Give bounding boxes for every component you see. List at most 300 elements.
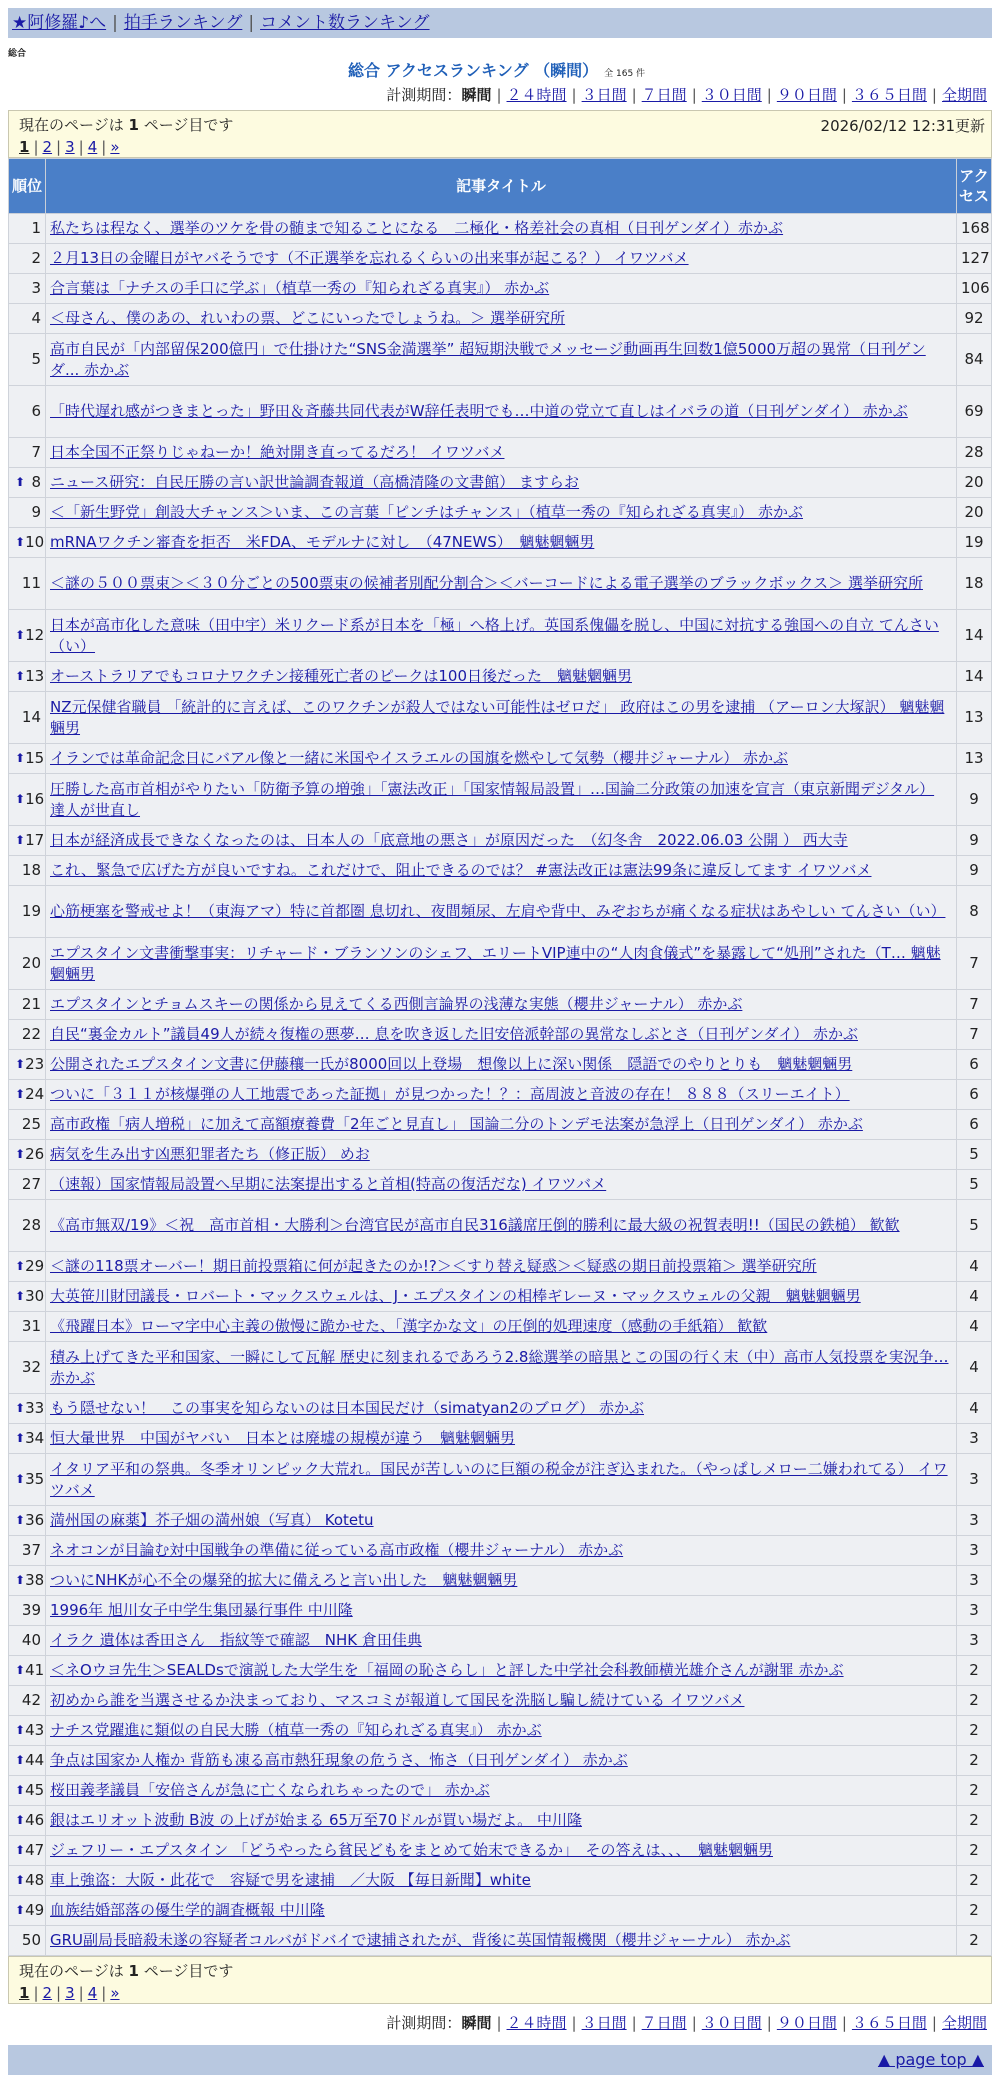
period-link[interactable]: ７日間 <box>641 2014 687 2032</box>
article-title-link[interactable]: イランでは革命記念日にバアル像と一緒に米国やイスラエルの国旗を燃やして気勢（櫻井ジャーナル） 赤かぶ <box>50 749 788 767</box>
table-row <box>9 498 992 528</box>
rank-cell <box>9 1312 46 1342</box>
rank-cell <box>9 1170 46 1200</box>
article-title-link[interactable]: ２月13日の金曜日がヤバそうです（不正選挙を忘れるくらいの出来事が起こる？） イワツバメ <box>50 249 689 267</box>
table-row <box>9 1252 992 1282</box>
pager-bottom <box>8 1956 992 2004</box>
rank-up-arrow-icon: ⬆ <box>15 1573 26 1587</box>
access-count: 6 <box>957 1050 992 1080</box>
rank-cell <box>9 528 46 558</box>
access-count: 4 <box>957 1252 992 1282</box>
home-link[interactable]: ★阿修羅♪へ <box>12 13 107 33</box>
period-separator: | <box>631 86 637 104</box>
article-title-link[interactable]: 圧勝した高市首相がやりたい「防衛予算の増強」「憲法改正」「国家情報局設置」…国論二分政策の加速を宣言（東京新聞デジタル） 達人が世直し <box>50 779 935 819</box>
title-cell <box>46 662 957 692</box>
article-title-link[interactable]: 私たちは程なく、選挙のツケを骨の髄まで知ることになる 二極化・格差社会の真相（日刊ゲンダイ）赤かぶ <box>50 219 784 237</box>
rank-number: 2 <box>31 249 41 267</box>
table-row <box>9 468 992 498</box>
ranking-title-row <box>0 58 993 81</box>
article-title-link[interactable]: 日本が経済成長できなくなったのは、日本人の「底意地の悪さ」が原因だった （幻冬舎 2022.06.03 公開 ） 西大寺 <box>50 831 848 849</box>
period-separator: | <box>571 86 577 104</box>
rank-cell <box>9 1140 46 1170</box>
period-separator: | <box>766 86 772 104</box>
rank-number: 48 <box>25 1871 45 1889</box>
article-title-link[interactable]: 争点は国家か人権か 背筋も凍る高市熱狂現象の危うさ、怖さ（日刊ゲンダイ） 赤かぶ <box>50 1751 628 1769</box>
access-count: 28 <box>957 438 992 468</box>
article-title-link[interactable]: 恒大暈世界 中国がヤバい 日本とは廃墟の規模が違う 魑魅魍魎男 <box>50 1429 516 1447</box>
period-link[interactable]: ３日間 <box>581 86 627 104</box>
rank-number: 1 <box>31 219 41 237</box>
rank-number: 18 <box>21 861 41 879</box>
access-count: 3 <box>957 1596 992 1626</box>
page-link[interactable]: 4 <box>87 138 98 156</box>
table-row <box>9 1746 992 1776</box>
ranking-table-body <box>9 214 992 1956</box>
rank-up-arrow-icon: ⬆ <box>15 1147 26 1161</box>
rank-number: 29 <box>25 1257 45 1275</box>
period-link[interactable]: ３６５日間 <box>851 86 927 104</box>
article-title-link[interactable]: 日本全国不正祭りじゃねーか！絶対開き直ってるだろ！ イワツバメ <box>50 443 505 461</box>
rank-cell <box>9 1866 46 1896</box>
table-row <box>9 528 992 558</box>
rank-cell <box>9 1020 46 1050</box>
period-link[interactable]: ２４時間 <box>506 2014 567 2032</box>
article-title-link[interactable]: 1996年 旭川女子中学生集団暴行事件 中川隆 <box>50 1601 353 1619</box>
page-top-link[interactable]: ▲ page top ▲ <box>877 2050 984 2069</box>
table-row <box>9 386 992 438</box>
title-cell <box>46 1836 957 1866</box>
period-selector-bottom <box>386 2012 987 2033</box>
rank-cell <box>9 1746 46 1776</box>
table-row <box>9 774 992 826</box>
article-title-link[interactable]: 公開されたエプスタイン文書に伊藤穰一氏が8000回以上登場 想像以上に深い関係 隠語でのやりとりも 魑魅魍魎男 <box>50 1055 853 1073</box>
access-count: 3 <box>957 1454 992 1506</box>
article-title-link[interactable]: ついにNHKが心不全の爆発的拡大に備えろと言い出した 魑魅魍魎男 <box>50 1571 518 1589</box>
period-link[interactable]: 全期間 <box>941 2014 987 2032</box>
title-cell <box>46 1170 957 1200</box>
rank-cell <box>9 1252 46 1282</box>
table-row <box>9 856 992 886</box>
table-row <box>9 1866 992 1896</box>
title-cell <box>46 438 957 468</box>
title-cell <box>46 1312 957 1342</box>
title-cell <box>46 744 957 774</box>
article-title-link[interactable]: もう隠せない！ この事実を知らないのは日本国民だけ（simatyan2のブログ） 赤かぶ <box>50 1399 645 1417</box>
title-cell <box>46 386 957 438</box>
rank-cell <box>9 744 46 774</box>
page-separator: | <box>33 1984 39 2002</box>
table-row <box>9 1836 992 1866</box>
rank-number: 42 <box>21 1691 41 1709</box>
rank-cell <box>9 1716 46 1746</box>
page-separator: | <box>78 1984 84 2002</box>
access-count: 84 <box>957 334 992 386</box>
article-title-link[interactable]: 《高市無双/19》＜祝 高市首相・大勝利＞台湾官民が高市自民316議席圧倒的勝利に最大級の祝賀表明!!（国民の鉄槌） 歓歓 <box>50 1216 900 1234</box>
period-separator: | <box>931 2014 937 2032</box>
article-title-link[interactable]: ジェフリー・エプスタイン 「どうやったら貧民どもをまとめて始末できるか」 その答えは、、、 魑魅魍魎男 <box>50 1841 773 1859</box>
rank-cell <box>9 558 46 610</box>
rank-number: 31 <box>21 1317 41 1335</box>
access-count: 7 <box>957 1020 992 1050</box>
rank-number: 4 <box>31 309 41 327</box>
article-title-link[interactable]: イタリア平和の祭典。冬季オリンピック大荒れ。国民が苦しいのに巨額の税金が注ぎ込まれた。（やっぱしメロー二嫌われてる） イワツバメ <box>50 1459 948 1499</box>
article-title-link[interactable]: （速報）国家情報局設置へ早期に法案提出すると首相(特高の復活だな) イワツバメ <box>50 1175 607 1193</box>
article-title-link[interactable]: 初めから誰を当選させるか決まっており、マスコミが報道して国民を洗脳し騙し続けている イワツバメ <box>50 1691 745 1709</box>
rank-cell <box>9 856 46 886</box>
title-cell <box>46 774 957 826</box>
page-link[interactable]: 3 <box>65 138 75 156</box>
rank-up-arrow-icon: ⬆ <box>15 1903 26 1917</box>
period-link[interactable]: ９０日間 <box>776 86 837 104</box>
rank-cell <box>9 662 46 692</box>
title-cell <box>46 1596 957 1626</box>
rank-cell <box>9 990 46 1020</box>
rank-cell <box>9 214 46 244</box>
col-rank-header: 順位 <box>9 159 46 214</box>
rank-number: 11 <box>21 574 41 592</box>
rank-cell <box>9 1656 46 1686</box>
access-count: 6 <box>957 1080 992 1110</box>
article-title-link[interactable]: ＜ネOウヨ先生＞SEALDsで演説した大学生を「福岡の恥さらし」と評した中学社会科教師横光雄介さんが謝罪 赤かぶ <box>50 1661 844 1679</box>
access-count: 7 <box>957 990 992 1020</box>
table-row <box>9 1566 992 1596</box>
table-row <box>9 1282 992 1312</box>
page-status-number: 1 <box>128 1962 139 1980</box>
article-title-link[interactable]: ついに「３１１が核爆弾の人工地震であった証拠」が見つかった！？：高周波と音波の存在！ ８８８（スリーエイト） <box>50 1085 850 1103</box>
rank-up-arrow-icon: ⬆ <box>15 1783 26 1797</box>
article-title-link[interactable]: オーストラリアでもコロナワクチン接種死亡者のピークは100日後だった 魑魅魍魎男 <box>50 667 632 685</box>
rank-cell <box>9 304 46 334</box>
article-title-link[interactable]: ＜「新生野党」創設大チャンス＞いま、この言葉「ピンチはチャンス」（植草一秀の『知られざる真実』） 赤かぶ <box>50 503 803 521</box>
table-row <box>9 886 992 938</box>
access-count: 3 <box>957 1506 992 1536</box>
period-separator: | <box>631 2014 637 2032</box>
rank-cell <box>9 1050 46 1080</box>
rank-up-arrow-icon: ⬆ <box>15 1289 26 1303</box>
title-cell <box>46 1080 957 1110</box>
rank-cell <box>9 1626 46 1656</box>
page-separator: | <box>101 1984 107 2002</box>
page-link[interactable]: 3 <box>65 1984 75 2002</box>
access-count: 19 <box>957 528 992 558</box>
rank-cell <box>9 1394 46 1424</box>
access-count: 168 <box>957 214 992 244</box>
title-cell <box>46 692 957 744</box>
rank-cell <box>9 1282 46 1312</box>
page-link[interactable]: 2 <box>42 138 53 156</box>
pager-top <box>8 110 992 158</box>
rank-number: 7 <box>31 443 41 461</box>
updated-timestamp: 2026/02/12 12:31更新 <box>820 117 985 135</box>
footer-bar <box>8 2045 992 2075</box>
rank-cell <box>9 1686 46 1716</box>
article-title-link[interactable]: 高市政権「病人増税」に加えて高額療養費「2年ごと見直し」 国論二分のトンデモ法案が急浮上（日刊ゲンダイ） 赤かぶ <box>50 1115 863 1133</box>
period-separator: | <box>496 2014 502 2032</box>
table-row <box>9 1342 992 1394</box>
section-label: 総合 <box>8 49 27 59</box>
rank-number: 6 <box>31 402 41 420</box>
rank-number: 13 <box>25 667 45 685</box>
title-cell <box>46 334 957 386</box>
table-row <box>9 1926 992 1956</box>
period-selector-top <box>386 84 987 105</box>
article-title-link[interactable]: 《飛躍日本》ローマ字中心主義の傲慢に跪かせた、「漢字かな文」の圧倒的処理速度（感動の手紙箱） 歓歓 <box>50 1317 768 1335</box>
period-link[interactable]: ３日間 <box>581 2014 627 2032</box>
title-cell <box>46 1866 957 1896</box>
article-title-link[interactable]: 積み上げてきた平和国家、一瞬にして瓦解 歴史に刻まれるであろう2.8総選挙の暗黒とこの国の行く末（中）高市人気投票を実況争… 赤かぶ <box>50 1347 949 1387</box>
table-header-row <box>9 159 992 214</box>
rank-up-arrow-icon: ⬆ <box>15 1057 26 1071</box>
access-count: 2 <box>957 1866 992 1896</box>
title-cell <box>46 304 957 334</box>
article-title-link[interactable]: 病気を生み出す凶悪犯罪者たち（修正版） めお <box>50 1145 370 1163</box>
access-count: 4 <box>957 1394 992 1424</box>
article-title-link[interactable]: 合言葉は「ナチスの手口に学ぶ」（植草一秀の『知られざる真実』） 赤かぶ <box>50 279 550 297</box>
article-title-link[interactable]: エプスタイン文書衝撃事実：リチャード・ブランソンのシェフ、エリートVIP連中の“人肉食儀式”を暴露して“処刑”された（T… 魑魅魍魎男 <box>50 943 941 983</box>
title-cell <box>46 938 957 990</box>
rank-cell <box>9 334 46 386</box>
rank-cell <box>9 468 46 498</box>
rank-number: 20 <box>21 954 41 972</box>
rank-cell <box>9 826 46 856</box>
page-link[interactable]: 4 <box>87 1984 98 2002</box>
table-row <box>9 1110 992 1140</box>
table-row <box>9 334 992 386</box>
title-cell <box>46 1282 957 1312</box>
page-separator: | <box>33 138 39 156</box>
rank-number: 8 <box>31 473 41 491</box>
rank-number: 40 <box>21 1631 41 1649</box>
rank-number: 21 <box>21 995 41 1013</box>
article-title-link[interactable]: 自民“裏金カルト”議員49人が続々復権の悪夢… 息を吹き返した旧安倍派幹部の異常なしぶとさ（日刊ゲンダイ） 赤かぶ <box>50 1025 858 1043</box>
period-link[interactable]: ２４時間 <box>506 86 567 104</box>
title-cell <box>46 1716 957 1746</box>
rank-cell <box>9 886 46 938</box>
period-link[interactable]: ９０日間 <box>776 2014 837 2032</box>
rank-up-arrow-icon: ⬆ <box>15 1723 26 1737</box>
table-row <box>9 1536 992 1566</box>
page-title: 総合 アクセスランキング （瞬間） <box>347 61 599 80</box>
access-count: 7 <box>957 938 992 990</box>
article-title-link[interactable]: ナチス党躍進に類似の自民大勝（植草一秀の『知られざる真実』） 赤かぶ <box>50 1721 542 1739</box>
access-count: 9 <box>957 826 992 856</box>
period-link[interactable]: ３０日間 <box>701 86 762 104</box>
access-count: 2 <box>957 1836 992 1866</box>
rank-cell <box>9 498 46 528</box>
rank-cell <box>9 1836 46 1866</box>
rank-up-arrow-icon: ⬆ <box>15 1401 26 1415</box>
rank-number: 3 <box>31 279 41 297</box>
access-count: 5 <box>957 1170 992 1200</box>
rank-cell <box>9 438 46 468</box>
access-count: 2 <box>957 1896 992 1926</box>
title-cell <box>46 1252 957 1282</box>
rank-number: 49 <box>25 1901 45 1919</box>
rank-number: 28 <box>21 1216 41 1234</box>
access-count: 9 <box>957 774 992 826</box>
access-count: 106 <box>957 274 992 304</box>
title-cell <box>46 610 957 662</box>
access-count: 13 <box>957 744 992 774</box>
period-current: 瞬間 <box>461 2014 492 2032</box>
page-status-suffix: ページ目です <box>143 1962 234 1980</box>
title-cell <box>46 468 957 498</box>
article-title-link[interactable]: 血族结婚部落の優生学的調査概報 中川隆 <box>50 1901 325 1919</box>
ranking-panel <box>8 110 992 2004</box>
table-row <box>9 438 992 468</box>
access-count: 2 <box>957 1686 992 1716</box>
access-count: 14 <box>957 662 992 692</box>
rank-number: 14 <box>21 708 41 726</box>
article-title-link[interactable]: ニュース研究：自民圧勝の言い訳世論調査報道（高橋清隆の文書館） ますらお <box>50 473 580 491</box>
table-row <box>9 1170 992 1200</box>
period-link[interactable]: ３６５日間 <box>851 2014 927 2032</box>
access-count: 2 <box>957 1776 992 1806</box>
page-link[interactable]: 2 <box>42 1984 53 2002</box>
period-link[interactable]: ３０日間 <box>701 2014 762 2032</box>
rank-up-arrow-icon: ⬆ <box>15 669 26 683</box>
table-row <box>9 938 992 990</box>
article-title-link[interactable]: 日本が高市化した意味（田中宇）米リクード系が日本を「極」へ格上げ。英国系傀儡を脱し、中国に対抗する強国への自立 てんさい（い） <box>50 615 939 655</box>
rank-up-arrow-icon: ⬆ <box>15 1843 26 1857</box>
article-title-link[interactable]: 大英笹川財団議長・ロバート・マックスウェルは、J・エプスタインの相棒ギレーヌ・マックスウェルの父親 魑魅魍魎男 <box>50 1287 861 1305</box>
rank-cell <box>9 610 46 662</box>
rank-number: 38 <box>25 1571 45 1589</box>
table-row <box>9 1776 992 1806</box>
rank-number: 17 <box>25 831 45 849</box>
access-count: 20 <box>957 498 992 528</box>
title-cell <box>46 886 957 938</box>
access-count: 4 <box>957 1282 992 1312</box>
table-row <box>9 1424 992 1454</box>
rank-number: 50 <box>21 1931 41 1949</box>
rank-cell <box>9 1536 46 1566</box>
access-count: 13 <box>957 692 992 744</box>
period-current: 瞬間 <box>461 86 492 104</box>
access-count: 2 <box>957 1926 992 1956</box>
article-title-link[interactable]: ＜謎の118票オーバー！期日前投票箱に何が起きたのか!?＞＜すり替え疑惑＞＜疑惑の期日前投票箱＞ 選挙研究所 <box>50 1257 817 1275</box>
article-title-link[interactable]: GRU副局長暗殺未遂の容疑者コルバがドバイで逮捕されたが、背後に英国情報機関（櫻井ジャーナル） 赤かぶ <box>50 1931 791 1949</box>
article-title-link[interactable]: 「時代遅れ感がつきまとった」野田＆斉藤共同代表がW辞任表明でも…中道の党立て直しはイバラの道（日刊ゲンダイ） 赤かぶ <box>50 402 908 420</box>
access-count: 3 <box>957 1626 992 1656</box>
comment-ranking-link[interactable]: コメント数ランキング <box>260 13 430 33</box>
rank-number: 27 <box>21 1175 41 1193</box>
page-next-link[interactable]: » <box>110 1984 120 2002</box>
article-title-link[interactable]: 高市自民が「内部留保200億円」で仕掛けた“SNS金満選挙” 超短期決戦でメッセージ動画再生回数1億5000万超の異常（日刊ゲンダ... 赤かぶ <box>50 339 926 379</box>
period-separator: | <box>496 86 502 104</box>
title-cell <box>46 1506 957 1536</box>
rank-cell <box>9 1110 46 1140</box>
rank-cell <box>9 1596 46 1626</box>
rank-cell <box>9 774 46 826</box>
access-count: 2 <box>957 1806 992 1836</box>
period-separator: | <box>766 2014 772 2032</box>
page-next-link[interactable]: » <box>110 138 120 156</box>
table-row <box>9 1686 992 1716</box>
article-title-link[interactable]: エプスタインとチョムスキーの関係から見えてくる西側言論界の浅薄な実態（櫻井ジャーナル） 赤かぶ <box>50 995 743 1013</box>
rank-number: 24 <box>25 1085 45 1103</box>
table-row <box>9 304 992 334</box>
title-cell <box>46 1686 957 1716</box>
rank-up-arrow-icon: ⬆ <box>15 792 26 806</box>
rank-cell <box>9 1506 46 1536</box>
article-title-link[interactable]: ＜謎の５００票束＞＜３０分ごとの500票束の候補者別配分割合＞＜バーコードによる電子選挙のブラックボックス＞ 選挙研究所 <box>50 574 923 592</box>
rank-up-arrow-icon: ⬆ <box>15 1753 26 1767</box>
period-link[interactable]: ７日間 <box>641 86 687 104</box>
table-row <box>9 1506 992 1536</box>
title-cell <box>46 274 957 304</box>
article-title-link[interactable]: 桜田義孝議員「安倍さんが急に亡くなられちゃったので」 赤かぶ <box>50 1781 490 1799</box>
article-title-link[interactable]: 銀はエリオット波動 B波 の上げが始まる 65万至70ドルが買い場だよ。 中川隆 <box>50 1811 582 1829</box>
table-row <box>9 1200 992 1252</box>
rank-cell <box>9 1200 46 1252</box>
title-cell <box>46 244 957 274</box>
top-nav-bar <box>8 8 992 38</box>
period-separator: | <box>841 86 847 104</box>
rank-cell <box>9 692 46 744</box>
page-separator: | <box>78 138 84 156</box>
rank-number: 32 <box>21 1358 41 1376</box>
rank-cell <box>9 1080 46 1110</box>
rank-number: 33 <box>25 1399 45 1417</box>
rank-number: 44 <box>25 1751 45 1769</box>
article-title-link[interactable]: これ、緊急で広げた方が良いですね。これだけで、阻止できるのでは？ #憲法改正は憲法99条に違反してます イワツバメ <box>50 861 872 879</box>
article-title-link[interactable]: 車上強盗：大阪・此花で 容疑で男を逮捕 ／大阪 【毎日新聞】white <box>50 1871 531 1889</box>
period-separator: | <box>691 2014 697 2032</box>
total-count: 全 165 件 <box>604 69 646 79</box>
article-title-link[interactable]: ＜母さん、僕のあの、れいわの票、どこにいったでしょうね。＞ 選挙研究所 <box>50 309 566 327</box>
rank-number: 19 <box>21 902 41 920</box>
period-label: 計測期間： <box>386 86 462 104</box>
rank-up-arrow-icon: ⬆ <box>15 1813 26 1827</box>
access-count: 2 <box>957 1716 992 1746</box>
table-row <box>9 558 992 610</box>
access-count: 9 <box>957 856 992 886</box>
rank-number: 22 <box>21 1025 41 1043</box>
title-cell <box>46 1020 957 1050</box>
period-link[interactable]: 全期間 <box>941 86 987 104</box>
rank-number: 10 <box>25 533 45 551</box>
access-count: 2 <box>957 1746 992 1776</box>
rank-cell <box>9 1342 46 1394</box>
rank-cell <box>9 274 46 304</box>
article-title-link[interactable]: NZ元保健省職員 「統計的に言えば、このワクチンが殺人ではない可能性はゼロだ」 政府はこの男を逮捕 （アーロン大塚訳） 魑魅魍魎男 <box>50 697 945 737</box>
article-title-link[interactable]: 満州国の麻薬】芥子畑の満州娘（写真） Kotetu <box>50 1511 374 1529</box>
title-cell <box>46 1746 957 1776</box>
table-row <box>9 692 992 744</box>
rank-number: 30 <box>25 1287 45 1305</box>
article-title-link[interactable]: 心筋梗塞を警戒せよ！（東海アマ）特に首都圏 息切れ、夜間頻尿、左肩や背中、みぞおちが痛くなる症状はあやしい てんさい（い） <box>50 902 946 920</box>
page-status-prefix: 現在のページは <box>19 116 124 134</box>
table-row <box>9 1140 992 1170</box>
article-title-link[interactable]: イラク 遺体は香田さん 指紋等で確認 NHK 倉田佳典 <box>50 1631 422 1649</box>
rank-up-arrow-icon: ⬆ <box>15 1087 26 1101</box>
period-links <box>491 2014 987 2032</box>
rank-number: 39 <box>21 1601 41 1619</box>
article-title-link[interactable]: ネオコンが目論む対中国戦争の準備に従っている高市政権（櫻井ジャーナル） 赤かぶ <box>50 1541 624 1559</box>
rank-up-arrow-icon: ⬆ <box>15 1513 26 1527</box>
period-links <box>491 86 987 104</box>
rank-up-arrow-icon: ⬆ <box>15 1472 26 1486</box>
table-row <box>9 1050 992 1080</box>
rank-up-arrow-icon: ⬆ <box>15 833 26 847</box>
table-row <box>9 1626 992 1656</box>
table-row <box>9 826 992 856</box>
article-title-link[interactable]: mRNAワクチン審査を拒否 米FDA、モデルナに対し （47NEWS） 魑魅魍魎男 <box>50 533 595 551</box>
period-separator: | <box>571 2014 577 2032</box>
clap-ranking-link[interactable]: 拍手ランキング <box>123 13 243 33</box>
title-cell <box>46 1140 957 1170</box>
